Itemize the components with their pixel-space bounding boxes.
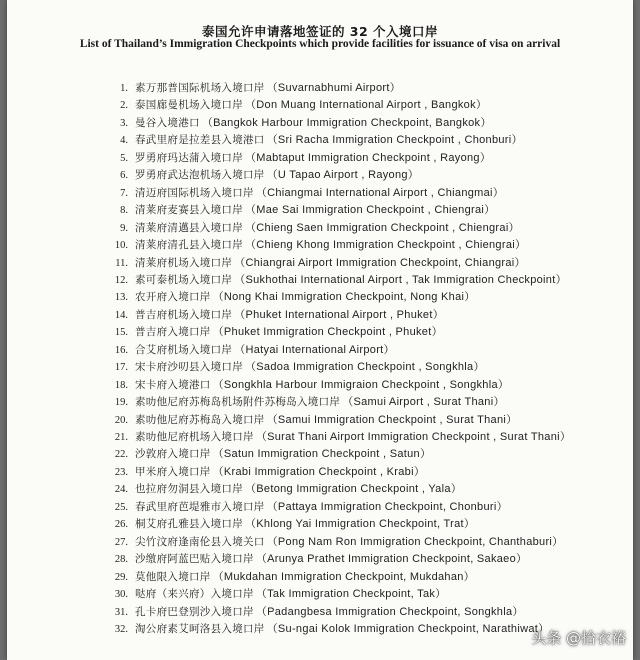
item-name-chinese-text: 罗勇府玛达蒲入境口岸 (135, 151, 243, 164)
item-number: 2. (120, 100, 128, 112)
item-name-chinese-text: 清莱府麦赛县入境口岸 (135, 204, 243, 217)
item-name-chinese (135, 516, 475, 533)
item-name-chinese (135, 202, 495, 219)
item-name-chinese (135, 534, 563, 551)
item-number: 14. (114, 309, 128, 321)
item-name-english: （Pong Nam Ron Immigration Checkpoint, Chanthaburi） (266, 535, 564, 548)
item-name-chinese-text: 沙敦府入境口岸 (135, 448, 211, 461)
item-name-chinese (135, 499, 508, 516)
item-number: 32. (114, 623, 128, 635)
item-number: 1. (120, 83, 128, 94)
item-name-chinese-text: 春武里府芭堤雅市入境口岸 (135, 500, 265, 513)
item-number: 10. (114, 240, 128, 252)
item-name-english: （Surat Thani Airport Immigration Checkpoint , Surat Thani） (255, 431, 572, 443)
item-name-chinese-text: 孔卡府巴登别沙入境口岸 (135, 605, 254, 618)
item-number: 20. (114, 414, 128, 426)
item-name-chinese (135, 481, 462, 498)
item-name-chinese (135, 255, 526, 272)
item-name-english: （Sadoa Immigration Checkpoint , Songkhla） (245, 361, 485, 374)
item-name-chinese (135, 289, 476, 306)
item-number: 27. (114, 536, 128, 548)
item-name-chinese-text: 沙缴府阿蓝巴贴入境口岸 (135, 553, 254, 566)
document-title-english: List of Thailand’s Immigration Checkpoints which provide facilities for issuance of visa on arrival (79, 38, 561, 50)
document-title-chinese: 泰国允许申请落地签证的 32 个入境口岸 (201, 24, 439, 39)
item-name-chinese-text: 清莱府机场入境口岸 (135, 256, 233, 269)
item-name-english: （Padangbesa Immigration Checkpoint, Songkhla） (255, 605, 524, 618)
item-name-chinese (135, 307, 444, 324)
item-name-chinese (135, 604, 524, 621)
item-name-english: （Pattaya Immigration Checkpoint, Chonburi） (266, 500, 508, 513)
item-name-chinese-text: 宋卡府入境港口 (135, 378, 211, 391)
item-name-english: （Su-ngai Kolok Immigration Checkpoint, Narathiwat） (266, 622, 550, 635)
item-name-chinese-text: 普吉府入境口岸 (135, 326, 211, 339)
item-name-chinese-text: 尖竹汶府逢南伦县入境关口 (135, 535, 265, 548)
item-name-english: （Hatyai International Airport） (234, 343, 395, 356)
item-number: 15. (114, 327, 128, 339)
item-name-chinese-text: 清迈府国际机场入境口岸 (135, 186, 254, 199)
item-number: 21. (114, 432, 128, 443)
item-name-chinese (135, 220, 520, 237)
item-name-chinese (135, 551, 527, 568)
item-name-english: （Khlong Yai Immigration Checkpoint, Trat） (245, 518, 476, 531)
item-name-english: （Phuket Immigration Checkpoint , Phuket） (212, 326, 443, 339)
item-number: 19. (114, 397, 128, 409)
item-name-english: （Chieng Khong Immigration Checkpoint , Chiengrai） (245, 239, 527, 252)
item-name-chinese (135, 464, 425, 481)
item-name-english: （Mae Sai Immigration Checkpoint , Chiengrai） (245, 204, 496, 217)
item-name-english: （Don Muang International Airport , Bangkok） (245, 99, 488, 112)
item-name-chinese-text: 清莱府清邁县入境口岸 (135, 221, 243, 234)
item-name-chinese-text: 也拉府勿洞县入境口岸 (135, 483, 243, 496)
item-name-chinese (135, 394, 505, 411)
item-name-chinese-text: 泰国廊曼机场入境口岸 (135, 99, 243, 112)
item-name-chinese (135, 377, 509, 394)
item-number: 3. (120, 117, 128, 129)
item-name-chinese-text: 清莱府清孔县入境口岸 (135, 239, 243, 252)
item-number: 28. (114, 554, 128, 566)
item-name-chinese-text: 宋卡府沙叨县入境口岸 (135, 361, 243, 374)
item-name-chinese (135, 97, 487, 114)
item-name-english: （Satun Immigration Checkpoint , Satun） (212, 448, 432, 461)
item-name-chinese (135, 359, 485, 376)
item-name-chinese-text: 素万那普国际机场入境口岸 (135, 82, 265, 94)
item-number: 13. (114, 292, 128, 304)
item-name-chinese-text: 莫他限入境口岸 (135, 570, 211, 583)
item-name-chinese (135, 80, 401, 97)
item-name-chinese (135, 150, 491, 167)
item-number: 9. (120, 222, 128, 234)
item-number: 30. (114, 589, 128, 601)
item-name-chinese (135, 446, 431, 463)
item-name-chinese-text: 合艾府机场入境口岸 (135, 343, 233, 356)
item-name-english: （Chiangrai Airport Immigration Checkpoint, Chiangrai） (234, 256, 526, 269)
item-name-english: （Sukhothai International Airport , Tak Immigration Checkpoint） (234, 273, 567, 286)
item-name-chinese (135, 621, 549, 638)
item-name-chinese-text: 素叻他尼府苏梅岛机场附件苏梅岛入境口岸 (135, 396, 341, 409)
watermark: 头条 @拾衣裕 (531, 629, 626, 647)
item-number: 26. (114, 519, 128, 531)
item-name-chinese (135, 185, 504, 202)
item-name-english: （Bangkok Harbour Immigration Checkpoint, Bangkok） (201, 116, 492, 129)
item-number: 24. (114, 484, 128, 496)
item-name-english: （Tak Immigration Checkpoint, Tak） (255, 588, 447, 601)
item-name-chinese (135, 272, 567, 289)
item-name-chinese-text: 淘公府素艾呵洛县入境口岸 (135, 622, 265, 635)
item-name-english: （Suvarnabhumi Airport） (266, 82, 401, 94)
item-name-english: （Mukdahan Immigration Checkpoint, Mukdahan） (212, 570, 475, 583)
item-name-chinese-text: 春武里府是拉差县入境港口 (135, 134, 265, 147)
item-name-english: （Sri Racha Immigration Checkpoint , Chonburi） (266, 134, 523, 147)
item-number: 7. (120, 187, 128, 199)
item-name-chinese-text: 素可泰机场入境口岸 (135, 273, 233, 286)
item-name-chinese (135, 167, 419, 184)
item-name-chinese-text: 桐艾府孔雅县入境口岸 (135, 518, 243, 531)
item-number: 23. (114, 466, 128, 478)
item-name-chinese-text: 曼谷入境港口 (135, 116, 200, 129)
item-name-chinese (135, 324, 443, 341)
item-name-english: （Arunya Prathet Immigration Checkpoint, Sakaeo） (255, 553, 528, 566)
item-name-chinese (135, 342, 395, 359)
item-name-chinese (135, 412, 517, 429)
item-number: 8. (120, 205, 128, 217)
item-name-english: （U Tapao Airport , Rayong） (266, 169, 420, 182)
item-name-chinese-text: 素叻他尼府苏梅岛入境口岸 (135, 413, 265, 426)
item-number: 4. (120, 135, 128, 147)
item-number: 18. (114, 379, 128, 391)
item-number: 16. (114, 344, 128, 356)
item-number: 31. (114, 606, 128, 618)
item-name-chinese-text: 素叻他尼府机场入境口岸 (135, 431, 254, 443)
item-name-english: （Nong Khai Immigration Checkpoint, Nong Khai） (212, 291, 476, 304)
item-name-english: （Songkhla Harbour Immigraion Checkpoint , Songkhla） (212, 378, 510, 391)
item-number: 25. (114, 501, 128, 513)
item-name-english: （Krabi Immigration Checkpoint , Krabi） (212, 465, 426, 478)
item-name-english: （Chieng Saen Immigration Checkpoint , Chiengrai） (245, 221, 520, 234)
item-number: 22. (114, 449, 128, 461)
item-name-chinese-text: 普吉府机场入境口岸 (135, 308, 233, 321)
item-name-chinese (135, 115, 492, 132)
item-name-chinese (135, 237, 526, 254)
item-name-chinese (135, 586, 446, 603)
item-number: 29. (114, 571, 128, 583)
item-name-english: （Chiangmai International Airport , Chiangmai） (255, 186, 505, 199)
item-name-chinese-text: 农开府入境口岸 (135, 291, 211, 304)
item-number: 11. (115, 257, 128, 269)
item-name-chinese-text: 哒府（来兴府）入境口岸 (135, 588, 254, 601)
item-name-english: （Samui Immigration Checkpoint , Surat Thani） (266, 413, 518, 426)
item-name-english: （Mabtaput Immigration Checkpoint , Rayong） (245, 151, 492, 164)
item-name-english: （Phuket International Airport , Phuket） (234, 308, 445, 321)
item-number: 5. (120, 152, 128, 164)
item-name-chinese-text: 甲米府入境口岸 (135, 465, 211, 478)
item-number: 6. (120, 170, 128, 182)
item-name-chinese (135, 132, 523, 149)
item-name-english: （Betong Immigration Checkpoint , Yala） (245, 483, 463, 496)
item-number: 17. (114, 362, 128, 374)
item-number: 12. (114, 274, 128, 286)
document-page (7, 0, 633, 660)
item-name-chinese-text: 罗勇府武达泡机场入境口岸 (135, 169, 265, 182)
item-name-chinese (135, 569, 475, 586)
item-name-chinese (135, 429, 571, 446)
item-name-english: （Samui Airport , Surat Thani） (342, 396, 505, 409)
